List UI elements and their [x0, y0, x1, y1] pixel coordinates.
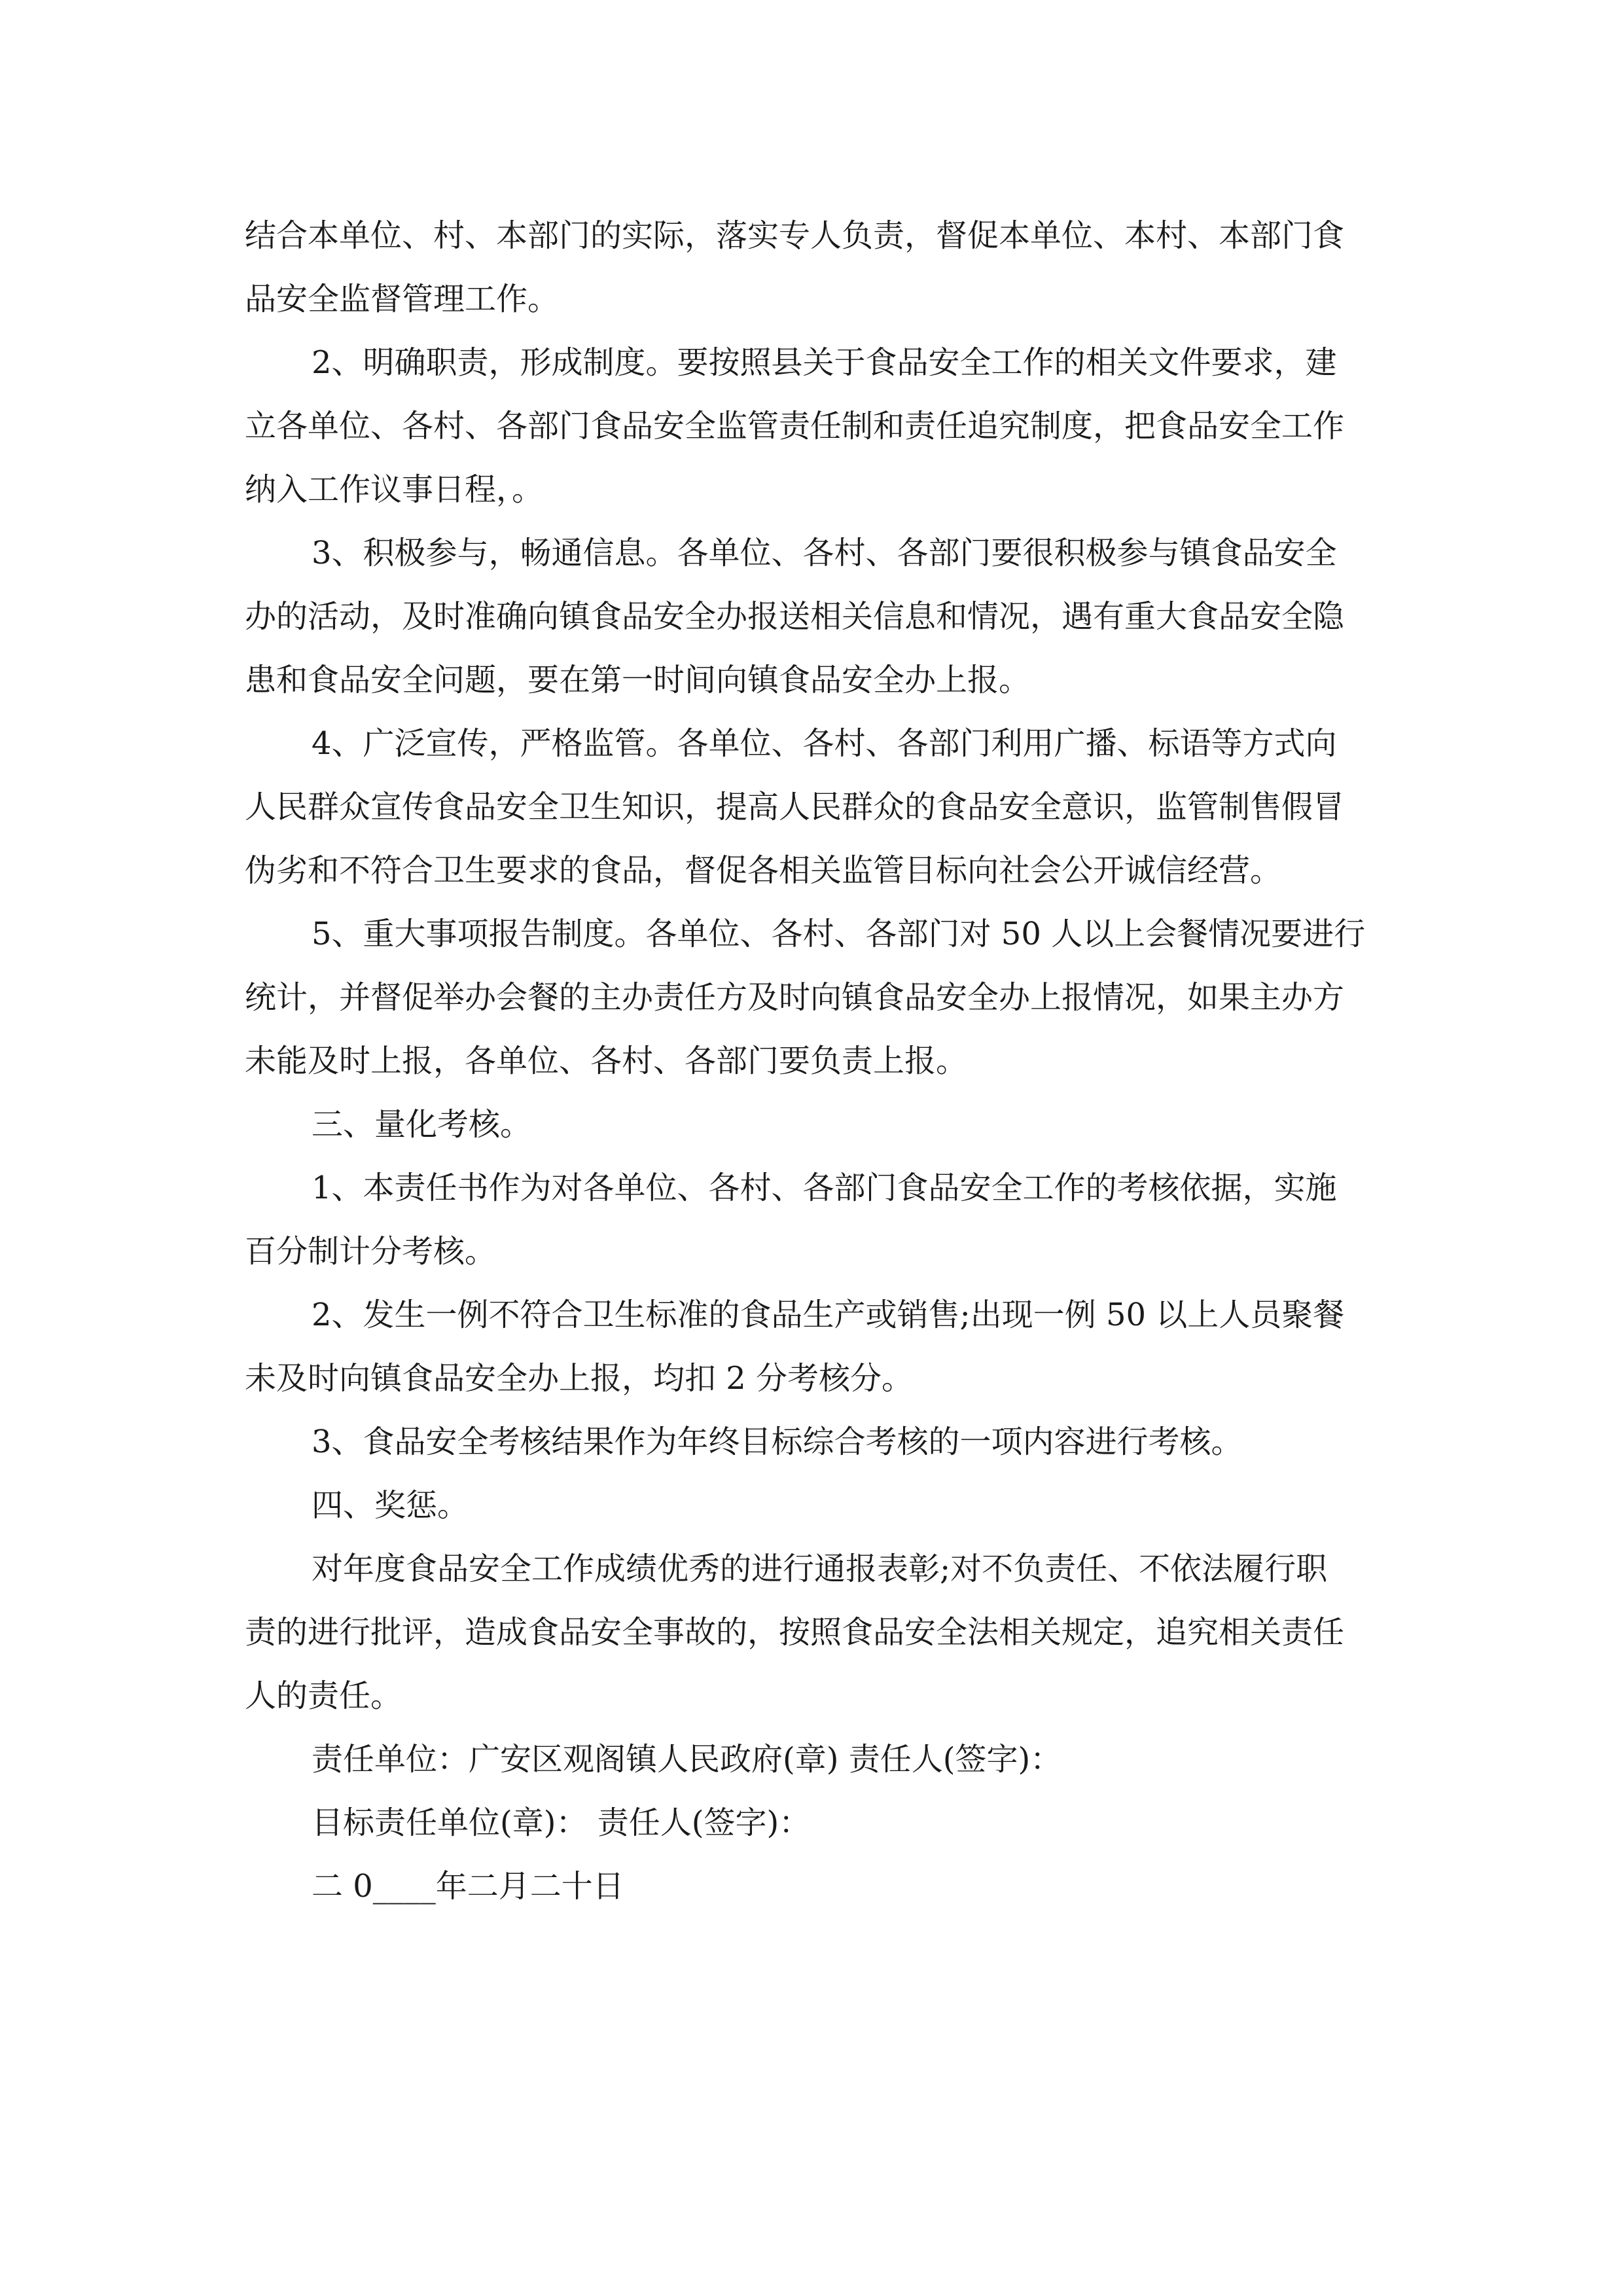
text-line: 人的责任。: [245, 1677, 402, 1714]
text-line: 伪劣和不符合卫生要求的食品，督促各相关监管目标向社会公开诚信经营。: [245, 852, 1282, 889]
paragraph: [245, 1093, 1380, 1157]
text-line: 办的活动，及时准确向镇食品安全办报送相关信息和情况，遇有重大食品安全隐: [245, 598, 1345, 635]
paragraph: [245, 1410, 1380, 1474]
text-line: 2、明确职责，形成制度。要按照县关于食品安全工作的相关文件要求，建: [312, 344, 1337, 381]
paragraph: [245, 903, 1380, 1093]
paragraph: [245, 1537, 1380, 1728]
paragraph: [245, 1283, 1380, 1410]
text-line: 目标责任单位(章)： 责任人(签字)：: [312, 1804, 811, 1841]
text-line: 二 0____年二月二十日: [312, 1868, 624, 1905]
text-line: 品安全监督管理工作。: [245, 281, 560, 317]
paragraph: [245, 1791, 1380, 1855]
document-body: [245, 204, 1380, 1918]
text-line: 立各单位、各村、各部门食品安全监管责任制和责任追究制度，把食品安全工作: [245, 408, 1345, 444]
text-line: 纳入工作议事日程，。: [245, 471, 544, 508]
paragraph: [245, 204, 1380, 331]
text-line: 百分制计分考核。: [245, 1233, 497, 1270]
text-line: 患和食品安全问题，要在第一时间向镇食品安全办上报。: [245, 662, 1031, 698]
text-line: 统计，并督促举办会餐的主办责任方及时向镇食品安全办上报情况，如果主办方: [245, 979, 1345, 1016]
paragraph: [245, 712, 1380, 903]
paragraph: [245, 1728, 1380, 1791]
paragraph: [245, 331, 1380, 522]
text-line: 三、量化考核。: [312, 1106, 532, 1143]
text-line: 对年度食品安全工作成绩优秀的进行通报表彰;对不负责任、不依法履行职: [312, 1551, 1328, 1587]
text-line: 2、发生一例不符合卫生标准的食品生产或销售;出现一例 50 以上人员聚餐: [312, 1297, 1345, 1333]
text-line: 5、重大事项报告制度。各单位、各村、各部门对 50 人以上会餐情况要进行: [312, 916, 1366, 952]
text-line: 3、积极参与，畅通信息。各单位、各村、各部门要很积极参与镇食品安全: [312, 535, 1337, 571]
paragraph: [245, 1855, 1380, 1918]
paragraph: [245, 1157, 1380, 1283]
paragraph: [245, 1474, 1380, 1537]
text-line: 未及时向镇食品安全办上报，均扣 2 分考核分。: [245, 1360, 914, 1397]
text-line: 责任单位：广安区观阁镇人民政府(章) 责任人(签字)：: [312, 1741, 1062, 1778]
text-line: 1、本责任书作为对各单位、各村、各部门食品安全工作的考核依据，实施: [312, 1170, 1337, 1206]
text-line: 四、奖惩。: [312, 1487, 469, 1524]
text-line: 人民群众宣传食品安全卫生知识，提高人民群众的食品安全意识，监管制售假冒: [245, 789, 1345, 825]
text-line: 3、食品安全考核结果作为年终目标综合考核的一项内容进行考核。: [312, 1424, 1243, 1460]
text-line: 4、广泛宣传，严格监管。各单位、各村、各部门利用广播、标语等方式向: [312, 725, 1337, 762]
text-line: 结合本单位、村、本部门的实际，落实专人负责，督促本单位、本村、本部门食: [245, 217, 1345, 254]
paragraph: [245, 522, 1380, 712]
text-line: 未能及时上报，各单位、各村、各部门要负责上报。: [245, 1043, 968, 1079]
text-line: 责的进行批评，造成食品安全事故的，按照食品安全法相关规定，追究相关责任: [245, 1614, 1345, 1651]
